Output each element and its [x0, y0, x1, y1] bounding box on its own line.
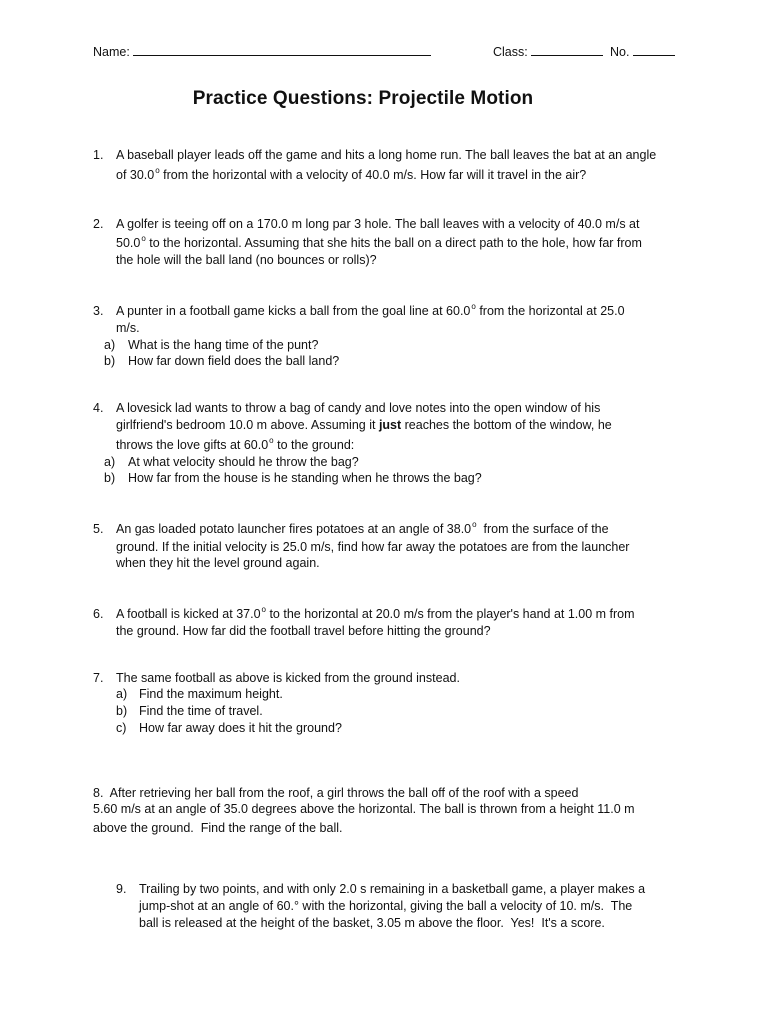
number-label: No. — [610, 45, 630, 59]
question-text: A golfer is teeing off on a 170.0 m long par 3 hole. The ball leaves with a velocity of 40.0 m/s at — [116, 217, 640, 231]
subpart-text: How far from the house is he standing when he throws the bag? — [128, 471, 482, 485]
question-text: m/s. — [116, 321, 140, 335]
question-text: of 30.0$^o$ from the horizontal with a velocity of 40.0 m/s. How far will it travel in the air? — [116, 166, 587, 182]
class-blank — [531, 44, 603, 56]
question-number: 1. — [93, 148, 104, 162]
question-text: Trailing by two points, and with only 2.0 s remaining in a basketball game, a player makes a — [139, 882, 646, 896]
question-text: throws the love gifts at 60.0$^o$ to the ground: — [116, 436, 355, 452]
number-blank — [633, 44, 675, 56]
question-text: above the ground. Find the range of the ball. — [93, 821, 343, 835]
question-number: 7. — [93, 671, 104, 685]
question-text: 8. After retrieving her ball from the roof, a girl throws the ball off of the roof with a speed — [93, 786, 579, 800]
degree-symbol: o — [261, 605, 266, 614]
degree-symbol: o — [155, 166, 160, 175]
subpart-label: a) — [104, 455, 116, 469]
subpart-text: How far away does it hit the ground? — [139, 721, 342, 735]
question-text: ball is released at the height of the basket, 3.05 m above the floor. Yes! It's a score. — [139, 916, 605, 930]
subpart-label: b) — [104, 354, 116, 368]
subpart-text: Find the maximum height. — [139, 687, 283, 701]
question-number: 5. — [93, 522, 104, 536]
number-field — [610, 44, 675, 61]
degree-symbol: o — [269, 436, 274, 445]
question-text: the hole will the ball land (no bounces or rolls)? — [116, 253, 377, 267]
question-text: A baseball player leads off the game and hits a long home run. The ball leaves the bat at an angle — [116, 148, 657, 162]
question-text: jump-shot at an angle of 60.° with the horizontal, giving the ball a velocity of 10. m/s. The — [139, 899, 633, 913]
page-title: Practice Questions: Projectile Motion — [192, 88, 534, 109]
question-text: A lovesick lad wants to throw a bag of candy and love notes into the open window of his — [116, 401, 601, 415]
question-text: An gas loaded potato launcher fires potatoes at an angle of 38.0$^o$ from the surface of the — [116, 520, 609, 536]
subpart-label: a) — [116, 687, 128, 701]
subpart-label: a) — [104, 338, 116, 352]
subpart-label: b) — [116, 704, 128, 718]
class-field — [493, 44, 603, 61]
degree-symbol: o — [141, 234, 146, 243]
subpart-text: Find the time of travel. — [139, 704, 263, 718]
question-text: A football is kicked at 37.0$^o$ to the horizontal at 20.0 m/s from the player's hand at 1.00 m from — [116, 605, 635, 621]
question-number: 3. — [93, 304, 104, 318]
question-number: 9. — [116, 882, 127, 896]
subpart-text: What is the hang time of the punt? — [128, 338, 319, 352]
question-text: A punter in a football game kicks a ball from the goal line at 60.0$^o$ from the horizontal at 25.0 — [116, 302, 625, 318]
question-text: girlfriend's bedroom 10.0 m above. Assuming it just reaches the bottom of the window, he — [116, 418, 612, 432]
name-label: Name: — [93, 45, 130, 59]
subpart-text: How far down field does the ball land? — [128, 354, 340, 368]
question-number: 6. — [93, 607, 104, 621]
subpart-label: c) — [116, 721, 127, 735]
subpart-text: At what velocity should he throw the bag? — [128, 455, 359, 469]
question-number: 4. — [93, 401, 104, 415]
question-text: ground. If the initial velocity is 25.0 m/s, find how far away the potatoes are from the launcher — [116, 540, 630, 554]
name-blank — [133, 44, 431, 56]
question-text: the ground. How far did the football travel before hitting the ground? — [116, 624, 491, 638]
name-field — [93, 44, 431, 61]
subpart-label: b) — [104, 471, 116, 485]
degree-symbol: o — [472, 520, 477, 529]
class-label: Class: — [493, 45, 528, 59]
question-number: 2. — [93, 217, 104, 231]
question-text: The same football as above is kicked from the ground instead. — [116, 671, 460, 685]
degree-symbol: o — [471, 302, 476, 311]
question-text: 5.60 m/s at an angle of 35.0 degrees above the horizontal. The ball is thrown from a height 11.0 m — [93, 802, 635, 816]
question-text: when they hit the level ground again. — [116, 556, 320, 570]
question-text: 50.0$^o$ to the horizontal. Assuming that she hits the ball on a direct path to the hole, how far from — [116, 234, 642, 250]
